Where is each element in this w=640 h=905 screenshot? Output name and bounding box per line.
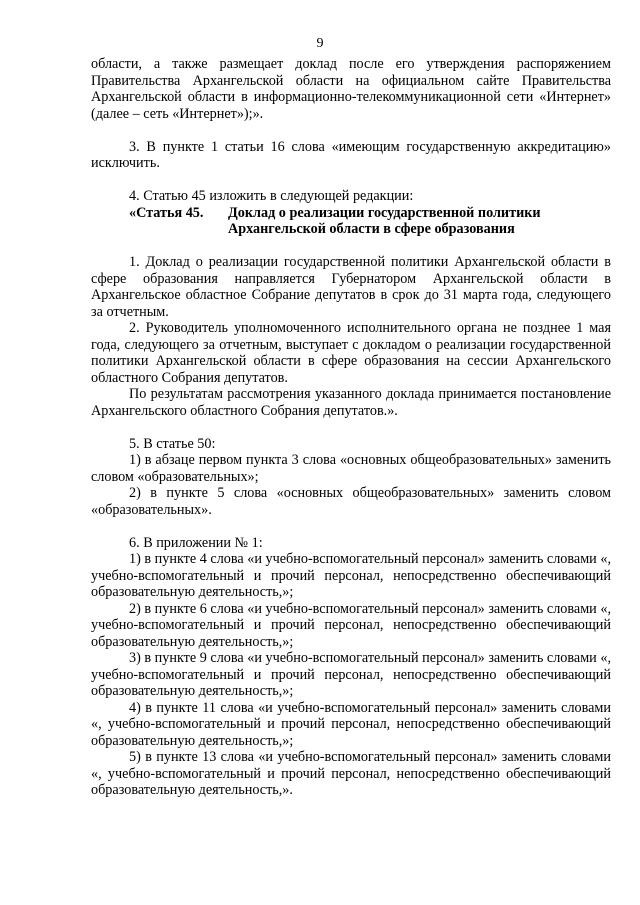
document-body xyxy=(91,56,611,799)
article-paragraph-1: 1. Доклад о реализации государственной политики Архангельской области в сфере образования направляется Губернатором Архангельской области в Архангельское областное Собрание депутатов в срок до 31 марта года, следующего за отчетным. xyxy=(91,254,611,320)
subitem-6-5: 5) в пункте 13 слова «и учебно-вспомогательный персонал» заменить словами «, учебно-вспомогательный и прочий персонал, непосредственно обеспечивающий образовательную деятельность,». xyxy=(91,749,611,798)
paragraph-item-6: 6. В приложении № 1: xyxy=(129,534,263,551)
article-title: Доклад о реализации государственной политики Архангельской области в сфере образования xyxy=(228,204,541,237)
article-heading xyxy=(91,205,611,238)
subitem-5-2: 2) в пункте 5 слова «основных общеобразовательных» заменить словом «образовательных». xyxy=(91,485,611,518)
paragraph-item-3: 3. В пункте 1 статьи 16 слова «имеющим государственную аккредитацию» исключить. xyxy=(91,138,611,171)
subitem-6-1: 1) в пункте 4 слова «и учебно-вспомогательный персонал» заменить словами «, учебно-вспомогательный и прочий персонал, непосредственно обеспечивающий образовательную деятельность,»; xyxy=(91,551,611,600)
spacer xyxy=(91,122,611,139)
paragraph-item-5: 5. В статье 50: xyxy=(129,435,216,452)
paragraph-item-4: 4. Статью 45 изложить в следующей редакции: xyxy=(129,188,414,204)
article-paragraph-3: По результатам рассмотрения указанного доклада принимается постановление Архангельского областного Собрания депутатов.». xyxy=(91,386,611,419)
article-label: «Статья 45. xyxy=(129,204,204,221)
article-paragraph-2: 2. Руководитель уполномоченного исполнительного органа не позднее 1 мая года, следующего за отчетным, выступает с докладом о реализации государственной политики Архангельской области в сфере образования на сессии Архангельского областного Собрания депутатов. xyxy=(91,320,611,386)
spacer xyxy=(91,518,611,535)
subitem-5-1: 1) в абзаце первом пункта 3 слова «основных общеобразовательных» заменить словом «образовательных»; xyxy=(91,452,611,485)
paragraph-continuation: области, а также размещает доклад после его утверждения распоряжением Правительства Архангельской области на официальном сайте Правительства Архангельской области в информационно-телекоммуникационной сети «Интернет» (далее – сеть «Интернет»);». xyxy=(91,56,611,122)
spacer xyxy=(91,419,611,436)
page-number: 9 xyxy=(316,36,324,51)
spacer xyxy=(91,238,611,255)
subitem-6-2: 2) в пункте 6 слова «и учебно-вспомогательный персонал» заменить словами «, учебно-вспомогательный и прочий персонал, непосредственно обеспечивающий образовательную деятельность,»; xyxy=(91,600,611,650)
subitem-6-4: 4) в пункте 11 слова «и учебно-вспомогательный персонал» заменить словами «, учебно-вспомогательный и прочий персонал, непосредственно обеспечивающий образовательную деятельность,»; xyxy=(91,699,611,749)
subitem-6-3: 3) в пункте 9 слова «и учебно-вспомогательный персонал» заменить словами «, учебно-вспомогательный и прочий персонал, непосредственно обеспечивающий образовательную деятельность,»; xyxy=(91,650,611,699)
spacer xyxy=(91,172,611,189)
